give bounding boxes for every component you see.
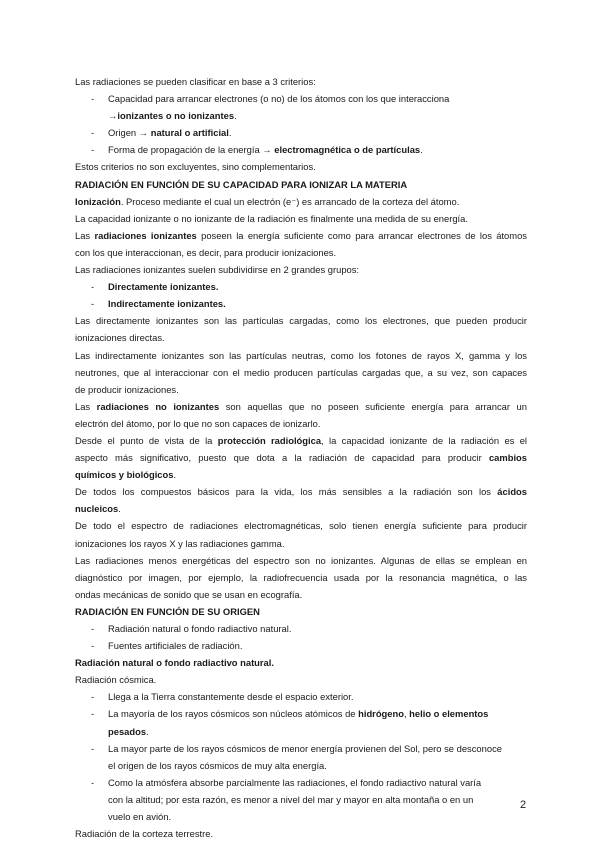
subsection-heading: Radiación natural o fondo radiactivo natural. [75,657,274,669]
cosmic-bullet-continuation: con la altitud; por esta razón, es menor a nivel del mar y mayor en alta montaña o en un [108,793,474,805]
paragraph-line: diagnóstico por imagen, por ejemplo, la radiofrecuencia usada por la resonancia magnética, o las [75,571,527,583]
paragraph-line: Desde el punto de vista de la protección radiológica, la capacidad ionizante de la radiación es el [75,434,527,446]
paragraph-line: La capacidad ionizante o no ionizante de la radiación es finalmente una medida de su energía. [75,212,468,224]
paragraph-line: Las radiaciones no ionizantes son aquellas que no poseen suficiente energía para arrancar un [75,400,527,412]
bullet-dash: - [91,623,95,634]
cosmic-bullet: - La mayoría de los rayos cósmicos son núcleos atómicos de hidrógeno, helio o elementos [75,705,527,722]
cosmic-bullet: - Llega a la Tierra constantemente desde el espacio exterior. [75,688,527,705]
bullet-dash: - [91,640,95,652]
paragraph-line: Las radiaciones ionizantes poseen la energía suficiente como para arrancar electrones de los átomos [75,229,527,241]
ionizacion-definition: Ionización. Proceso mediante el cual un electrón (e⁻) es arrancado de la corteza del átomo. [75,195,460,207]
paragraph-line: ionizaciones directas. [75,332,165,344]
group-item: - Directamente ionizantes. [75,278,527,295]
paragraph-line: neutrones, que al interaccionar con el medio producen partículas cargadas que, a su vez, son capaces [75,366,527,378]
page-content [75,73,527,842]
cosmic-bullet: - Como la atmósfera absorbe parcialmente las radiaciones, el fondo radiactivo natural varía [75,774,527,791]
cosmic-bullet: - La mayor parte de los rayos cósmicos de menor energía provienen del Sol, pero se desconoce [75,740,527,757]
paragraph-line: De todos los compuestos básicos para la vida, los más sensibles a la radiación son los ácidos [75,486,527,498]
criteria-item: - Capacidad para arrancar electrones (o no) de los átomos con los que interacciona [75,90,527,107]
criteria-item: - Origen → natural o artificial. [75,124,527,141]
cosmic-bullet-continuation: pesados. [108,725,149,737]
section-heading: RADIACIÓN EN FUNCIÓN DE SU ORIGEN [75,605,260,617]
page-number: 2 [520,799,527,811]
paragraph-line: con los que interaccionan, es decir, para producir ionizaciones. [75,246,337,258]
bullet-dash: - [91,127,95,139]
bullet-dash: - [91,776,95,788]
paragraph-line: De todo el espectro de radiaciones electromagnéticas, solo tienen energía suficiente para producir [75,520,527,532]
cosmic-bullet-continuation: el origen de los rayos cósmicos de muy alta energía. [108,759,327,771]
paragraph-line: aspecto más significativo, puesto que dota a la radiación de capacidad para producir cambios [75,452,527,464]
paragraph-line: Las indirectamente ionizantes son las partículas neutras, como los fotones de rayos X, gamma y los [75,349,527,361]
paragraph-line: Radiación cósmica. [75,674,157,686]
bullet-dash: - [91,708,95,720]
criteria-item: - Forma de propagación de la energía → electromagnética o de partículas. [75,141,527,158]
paragraph-line: Las radiaciones ionizantes suelen subdividirse en 2 grandes grupos: [75,264,360,276]
bullet-dash: - [91,144,95,156]
bullet-dash: - [91,742,95,754]
paragraph-line: Las directamente ionizantes son las partículas cargadas, como los electrones, que pueden producir [75,315,527,327]
bullet-dash: - [91,93,95,105]
origin-item: - Fuentes artificiales de radiación. [75,637,527,654]
section-heading: RADIACIÓN EN FUNCIÓN DE SU CAPACIDAD PARA IONIZAR LA MATERIA [75,178,408,190]
bullet-dash: - [91,691,95,703]
paragraph-line: Las radiaciones menos energéticas del espectro son no ionizantes. Algunas de ellas se emplean en [75,554,527,566]
criteria-item-continuation: →ionizantes o no ionizantes. [108,110,237,122]
paragraph-line: nucleicos. [75,503,121,515]
paragraph-line: ionizaciones los rayos X y las radiaciones gamma. [75,537,285,549]
paragraph-line: ondas mecánicas de sonido que se usan en ecografía. [75,588,303,600]
bullet-dash: - [91,298,95,310]
paragraph-line: Radiación de la corteza terrestre. [75,828,214,840]
bullet-dash: - [91,281,95,293]
cosmic-bullet-continuation: vuelo en avión. [108,811,172,823]
paragraph-line: de producir ionizaciones. [75,383,179,395]
paragraph-line: químicos y biológicos. [75,469,177,481]
criteria-note: Estos criterios no son excluyentes, sino complementarios. [75,161,316,173]
origin-item: - Radiación natural o fondo radiactivo natural. [75,620,527,637]
intro-line: Las radiaciones se pueden clasificar en base a 3 criterios: [75,76,316,87]
group-item: - Indirectamente ionizantes. [75,295,527,312]
paragraph-line: electrón del átomo, por lo que no son capaces de ionizarlo. [75,417,321,429]
